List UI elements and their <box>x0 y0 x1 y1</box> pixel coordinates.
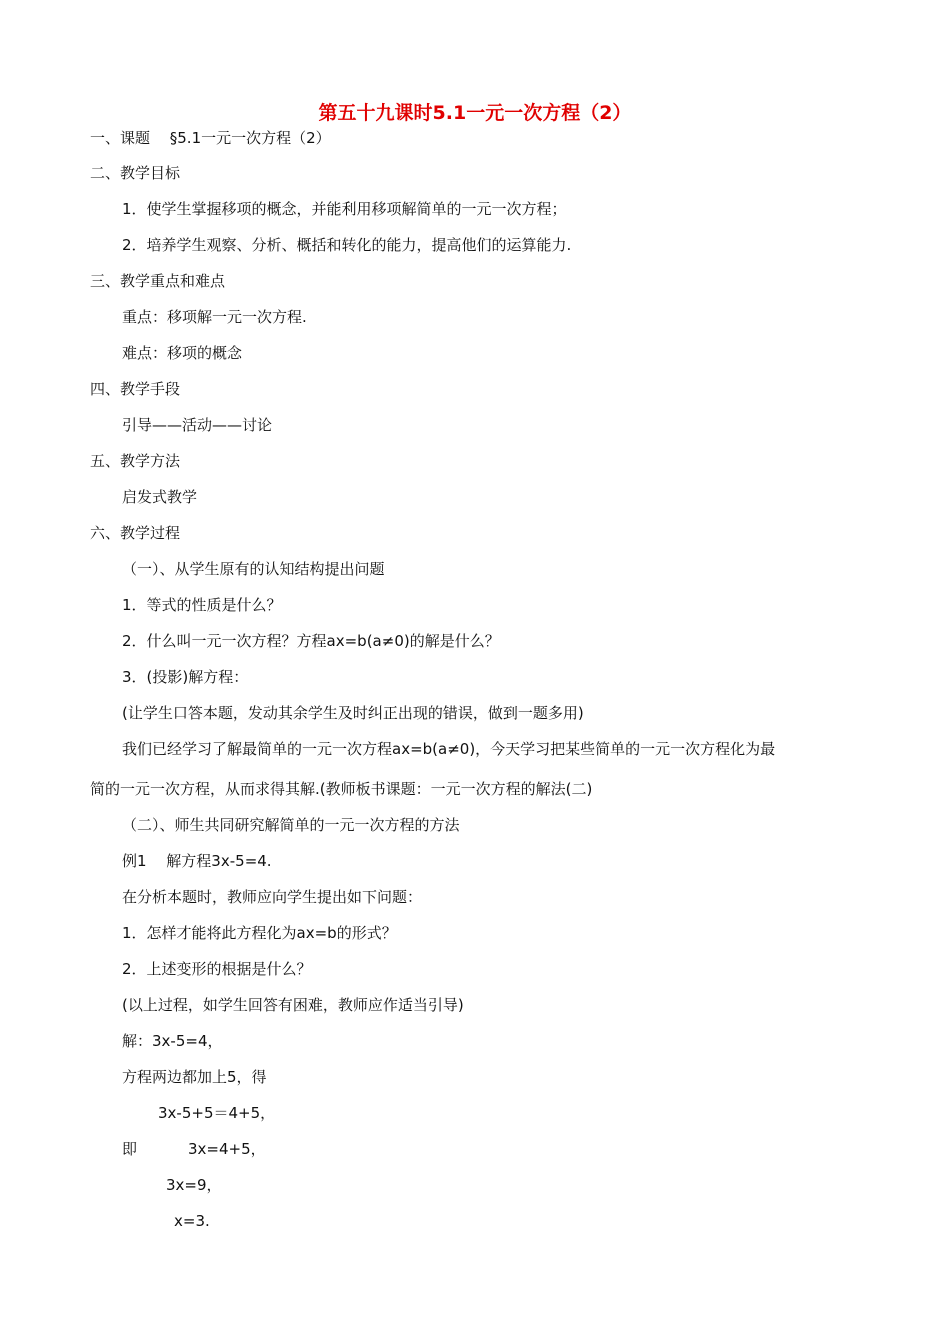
question-1: 1．等式的性质是什么？ <box>122 596 282 614</box>
section-process-heading: 六、教学过程 <box>90 524 181 542</box>
note-oral-answer: (让学生口答本题，发动其余学生及时纠正出现的错误，做到一题多用) <box>122 704 584 722</box>
question-3: 3．(投影)解方程： <box>122 668 249 686</box>
goal-2: 2．培养学生观察、分析、概括和转化的能力，提高他们的运算能力. <box>122 236 572 254</box>
paragraph-line-1: 我们已经学习了解最简单的一元一次方程ax=b(a≠0)，今天学习把某些简单的一元一次方程化为最 <box>122 740 776 758</box>
equation-step-label: 即 <box>122 1140 138 1158</box>
example-1: 例1 解方程3x-5=4. <box>122 852 272 870</box>
equation-step-4: x=3. <box>174 1212 210 1230</box>
subsection-1-heading: （一）、从学生原有的认知结构提出问题 <box>122 560 385 578</box>
goal-1: 1．使学生掌握移项的概念，并能利用移项解简单的一元一次方程； <box>122 200 567 218</box>
section-key-heading: 三、教学重点和难点 <box>90 272 226 290</box>
analysis-question-2: 2．上述变形的根据是什么？ <box>122 960 312 978</box>
equation-step-1: 3x-5+5＝4+5， <box>158 1104 276 1122</box>
document-title: 第五十九课时5.1一元一次方程（2） <box>318 102 632 124</box>
section-means-heading: 四、教学手段 <box>90 380 181 398</box>
question-2: 2．什么叫一元一次方程？方程ax=b(a≠0)的解是什么？ <box>122 632 500 650</box>
section-method-heading: 五、教学方法 <box>90 452 181 470</box>
analysis-intro: 在分析本题时，教师应向学生提出如下问题： <box>122 888 423 906</box>
equation-step-3: 3x=9， <box>166 1176 222 1194</box>
paragraph-line-2: 简的一元一次方程，从而求得其解.(教师板书课题：一元一次方程的解法(二) <box>90 780 593 798</box>
difficult-point: 难点：移项的概念 <box>122 344 243 362</box>
section-topic: 一、课题 §5.1一元一次方程（2） <box>90 129 331 147</box>
key-point: 重点：移项解一元一次方程. <box>122 308 307 326</box>
analysis-question-1: 1．怎样才能将此方程化为ax=b的形式？ <box>122 924 397 942</box>
equation-step-2: 3x=4+5， <box>188 1140 266 1158</box>
solution-step-text: 方程两边都加上5，得 <box>122 1068 267 1086</box>
teaching-method: 启发式教学 <box>122 488 198 506</box>
teaching-means: 引导——活动——讨论 <box>122 416 273 434</box>
section-goals-heading: 二、教学目标 <box>90 164 181 182</box>
guidance-note: (以上过程，如学生回答有困难，教师应作适当引导) <box>122 996 464 1014</box>
solution-start: 解：3x-5=4， <box>122 1032 223 1050</box>
subsection-2-heading: （二）、师生共同研究解简单的一元一次方程的方法 <box>122 816 460 834</box>
